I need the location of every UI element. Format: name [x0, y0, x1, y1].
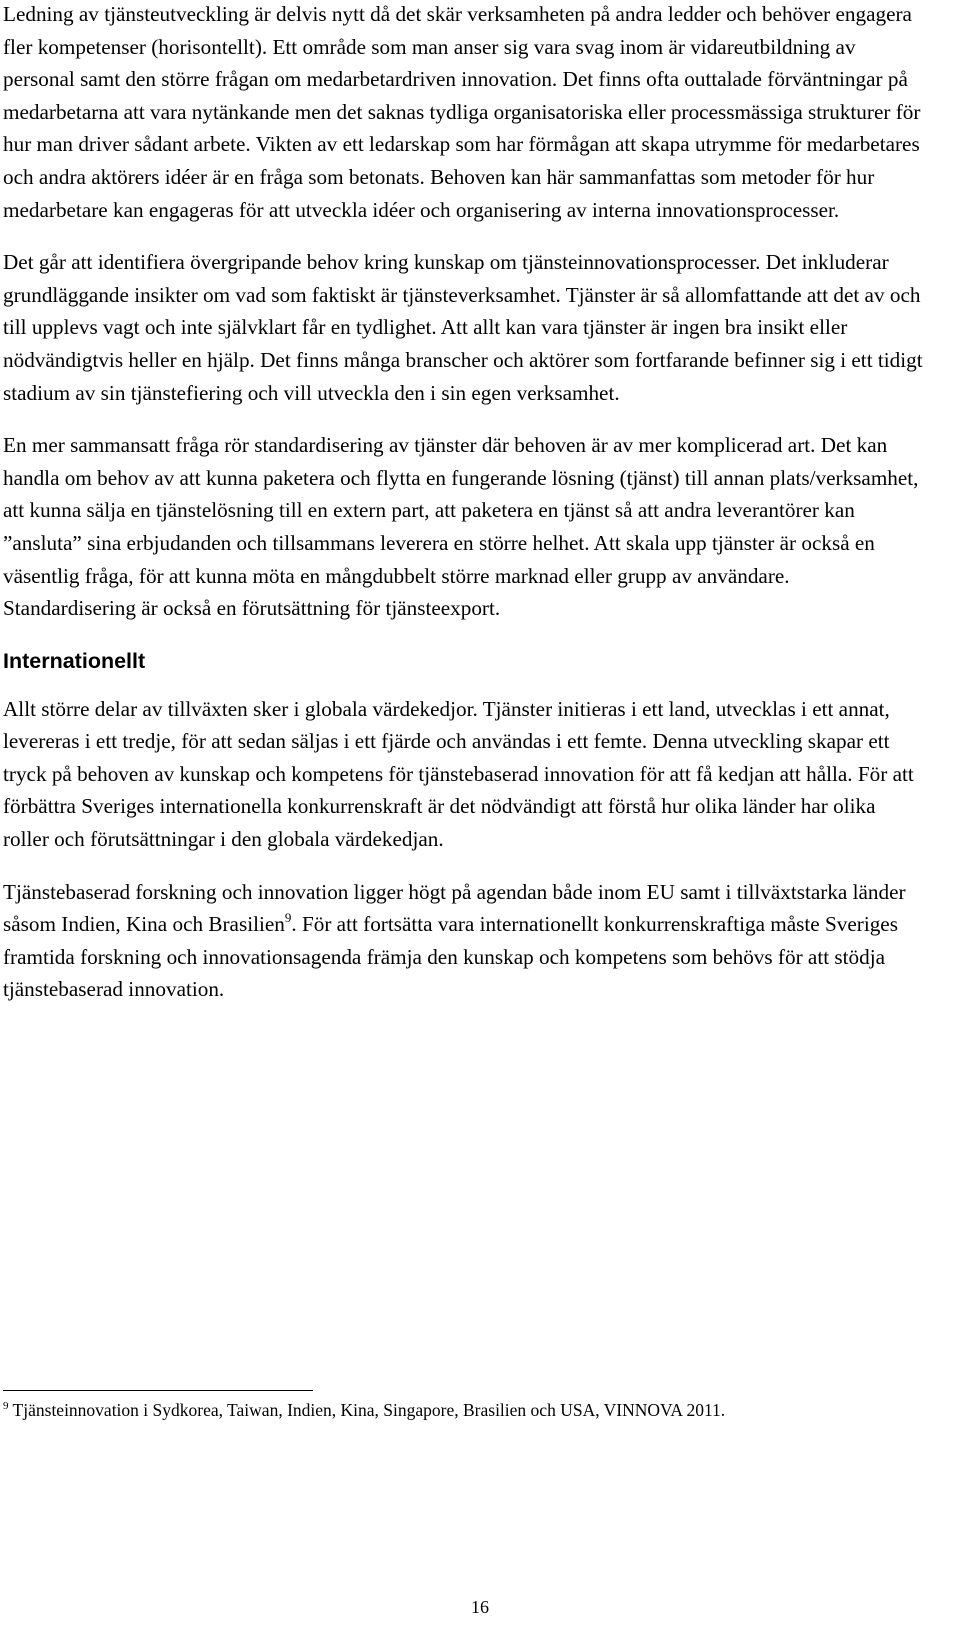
paragraph-text-start: Tjänstebaserad forskning och innovation ligger högt på agendan både inom EU samt i tillväxtstarka länder såsom Indien, Kina och Brasilien	[3, 879, 906, 937]
paragraph-text-end: . För att fortsätta vara internationellt konkurrenskraftiga måste Sveriges framtida forskning och innovationsagenda främja den kunskap och kompetens som behövs för att stödja tjänstebaserad innovation.	[3, 912, 898, 1002]
paragraph-research-agenda	[3, 876, 923, 1006]
body-text	[3, 0, 923, 1026]
paragraph-leadership: Ledning av tjänsteutveckling är delvis nytt då det skär verksamheten på andra ledder och behöver engagera fler kompetenser (horisontellt). Ett område som man anser sig vara svag inom är vidareutbildning av personal samt den större frågan om medarbetardriven innovation. Det finns ofta outtalade förväntningar på medarbetarna att vara nytänkande men det saknas tydliga organisatoriska eller processmässiga strukturer för hur man driver sådant arbete. Vikten av ett ledarskap som har förmågan att skapa utrymme för medarbetares och andra aktörers idéer är en fråga som betonats. Behoven kan här sammanfattas som metoder för hur medarbetare kan engageras för att utveckla idéer och organisering av interna innovationsprocesser.	[3, 2, 921, 222]
paragraph-knowledge-needs: Det går att identifiera övergripande behov kring kunskap om tjänsteinnovationsprocesser. Det inkluderar grundläggande insikter om vad som faktiskt är tjänsteverksamhet. Tjänster är så allomfattande att det av och till upplevs vagt och inte självklart får en tydlighet. Att allt kan vara tjänster är ingen bra insikt eller nödvändigtvis heller en hjälp. Det finns många branscher och aktörer som fortfarande befinner sig i ett tidigt stadium av sin tjänstefiering och vill utveckla den i sin egen verksamhet.	[3, 250, 923, 405]
footnote-text: Tjänsteinnovation i Sydkorea, Taiwan, Indien, Kina, Singapore, Brasilien och USA, VINNOVA 2011.	[8, 1400, 726, 1420]
footnote-marker: 9	[3, 1400, 9, 1412]
footnote-divider	[3, 1390, 313, 1391]
page-number: 16	[471, 1597, 489, 1617]
section-heading: Internationellt	[3, 648, 146, 673]
paragraph-global-value-chains: Allt större delar av tillväxten sker i globala värdekedjor. Tjänster initieras i ett land, utvecklas i ett annat, levereras i ett tredje, för att sedan säljas i ett fjärde och användas i ett femte. Denna utveckling skapar ett tryck på behoven av kunskap och kompetens för tjänstebaserad innovation för att få kedjan att hålla. För att förbättra Sveriges internationella konkurrenskraft är det nödvändigt att förstå hur olika länder har olika roller och förutsättningar i den globala värdekedjan.	[3, 696, 914, 852]
footnote	[3, 1398, 933, 1422]
paragraph-standardisation: En mer sammansatt fråga rör standardisering av tjänster där behoven är av mer komplicerad art. Det kan handla om behov av att kunna paketera och flytta en fungerande lösning (tjänst) till annan plats/verksamhet, att kunna sälja en tjänstelösning till en extern part, att paketera en tjänst så att andra leverantörer kan ”ansluta” sina erbjudanden och tillsammans leverera en större helhet. Att skala upp tjänster är också en väsentlig fråga, för att kunna möta en mångdubbelt större marknad eller grupp av användare. Standardisering är också en förutsättning för tjänsteexport.	[3, 433, 919, 621]
footnote-reference[interactable]: 9	[284, 910, 292, 926]
